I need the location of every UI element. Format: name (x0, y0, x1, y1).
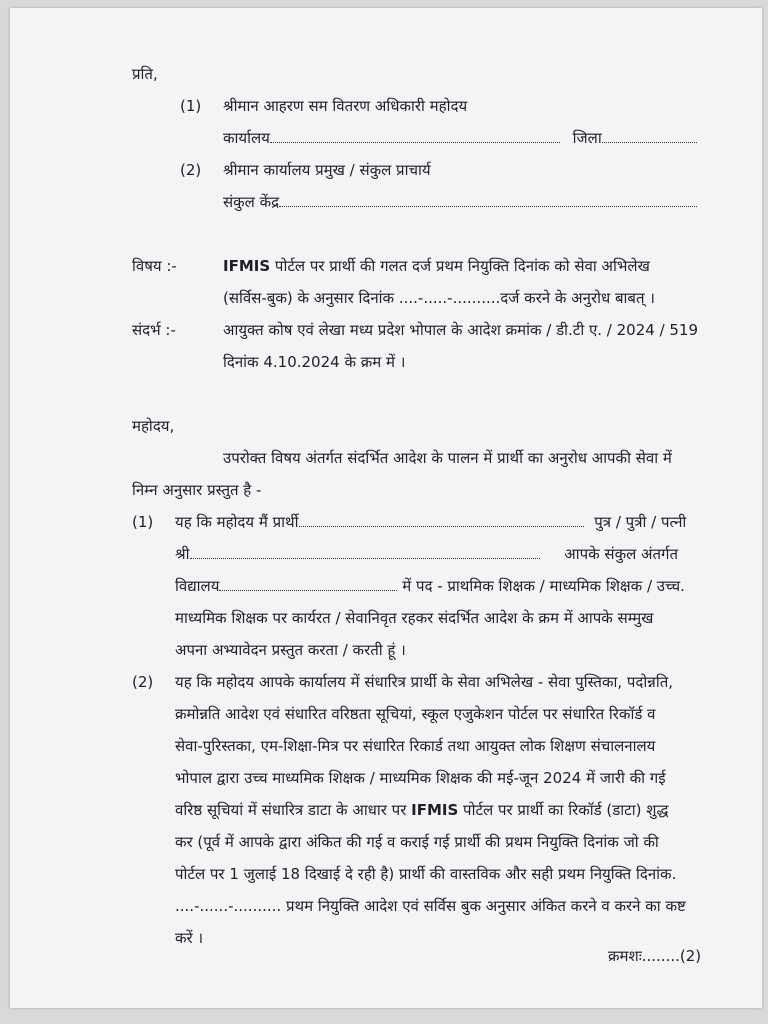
point-1-l3-b: में पद - प्राथमिक शिक्षक / माध्यमिक शिक्षक / उच्च. (402, 577, 685, 595)
point-1-line-3 (175, 576, 685, 596)
subject-line-2 (223, 288, 655, 308)
district-label: जिला (572, 129, 602, 147)
subject-line-1 (223, 256, 650, 276)
point-2-line-8 (175, 896, 686, 916)
point-1-l2-b: आपके संकुल अंतर्गत (564, 545, 679, 563)
subject-ifmis: IFMIS (223, 257, 271, 275)
point-2-line-3: सेवा-पुरिस्तका, एम-शिक्षा-मित्र पर संधारित रिकार्ड तथा आयुक्त लोक शिक्षण संचालनालय (175, 737, 656, 755)
point-2-number: (2) (132, 673, 154, 691)
point-1-l1-a: यह कि महोदय मैं प्रार्थी (175, 513, 299, 531)
addressee-1-number: (1) (180, 97, 202, 115)
reference-label: संदर्भ :- (132, 321, 176, 339)
subject-line-1-text: पोर्टल पर प्रार्थी की गलत दर्ज प्रथम नियुक्ति दिनांक को सेवा अभिलेख (274, 257, 650, 275)
point-2-line-5 (175, 800, 668, 820)
district-blank (602, 128, 697, 143)
reference-line-1: आयुक्त कोष एवं लेखा मध्य प्रदेश भोपाल के आदेश क्रमांक / डी.टी ए. / 2024 / 519 (223, 321, 699, 339)
point-1-line-1 (175, 512, 686, 532)
point-1-line-4: माध्यमिक शिक्षक पर कार्यरत / सेवानिवृत रहकर संदर्भित आदेश के क्रम में आपके सम्मुख (175, 609, 654, 627)
subject-line-2-a: (सर्विस-बुक) के अनुसार दिनांक (223, 289, 395, 307)
subject-date-blank: ....-.....-.......... (398, 289, 501, 307)
letter-page (10, 8, 762, 1008)
name-blank (299, 512, 584, 527)
parent-name-blank (190, 544, 540, 559)
continued-marker: क्रमशः........(2) (608, 947, 702, 965)
subject-label: विषय :- (132, 257, 177, 275)
point-1-line-5: अपना अभ्यावेदन प्रस्तुत करता / करती हूं । (175, 641, 406, 659)
center-blank (279, 192, 697, 207)
point-2-date-blank: ....-......-.......... (175, 897, 282, 915)
reference-line-2: दिनांक 4.10.2024 के क्रम में । (223, 353, 406, 371)
point-1-l2-a: श्री (175, 545, 190, 563)
school-blank (219, 576, 397, 591)
point-1-l1-b: पुत्र / पुत्री / पत्नी (594, 513, 687, 531)
intro-line-2: निम्न अनुसार प्रस्तुत है - (132, 481, 262, 499)
point-2-line-6: कर (पूर्व में आपके द्वारा अंकित की गई व कराई गई प्रार्थी की प्रथम नियुक्ति दिनांक जो की (175, 833, 659, 851)
point-2-line-4: भोपाल द्वारा उच्च माध्यमिक शिक्षक / माध्यमिक शिक्षक की मई-जून 2024 में जारी की गई (175, 769, 666, 787)
to-label: प्रति, (132, 65, 158, 83)
office-label: कार्यालय (223, 129, 270, 147)
point-1-line-2 (175, 544, 678, 564)
point-2-l5-b: पोर्टल पर प्रार्थी का रिकॉर्ड (डाटा) शुद्ध (463, 801, 669, 819)
salutation: महोदय, (132, 417, 175, 435)
intro-line-1: उपरोक्त विषय अंतर्गत संदर्भित आदेश के पालन में प्रार्थी का अनुरोध आपकी सेवा में (223, 449, 672, 467)
subject-line-2-b: दर्ज करने के अनुरोध बाबत् । (500, 289, 655, 307)
office-blank (270, 128, 560, 143)
center-label: संकुल केंद्र (223, 193, 280, 211)
point-2-line-9: करें । (175, 929, 204, 947)
point-2-l8-text: प्रथम नियुक्ति आदेश एवं सर्विस बुक अनुसार अंकित करने व करने का कष्ट (285, 897, 686, 915)
point-2-line-7: पोर्टल पर 1 जुलाई 18 दिखाई दे रही है) प्रार्थी की वास्तविक और सही प्रथम नियुक्ति दिनांक. (175, 865, 677, 883)
point-2-l5-a: वरिष्ठ सूचियां में संधारित्र डाटा के आधार पर (175, 801, 407, 819)
addressee-2-center-line (223, 192, 697, 212)
point-2-ifmis: IFMIS (411, 801, 459, 819)
addressee-2-title: श्रीमान कार्यालय प्रमुख / संकुल प्राचार्य (223, 161, 431, 179)
point-2-line-1: यह कि महोदय आपके कार्यालय में संधारित्र प्रार्थी के सेवा अभिलेख - सेवा पुस्तिका, पदोन्नति, (175, 673, 674, 691)
addressee-2-number: (2) (180, 161, 202, 179)
point-2-line-2: क्रमोन्नति आदेश एवं संधारित वरिष्ठता सूचियां, स्कूल एजुकेशन पोर्टल पर संधारित रिकॉर्ड व (175, 705, 656, 723)
point-1-number: (1) (132, 513, 154, 531)
point-1-l3-a: विद्यालय (175, 577, 220, 595)
addressee-1-title: श्रीमान आहरण सम वितरण अधिकारी महोदय (223, 97, 468, 115)
addressee-1-office-line (223, 128, 697, 148)
